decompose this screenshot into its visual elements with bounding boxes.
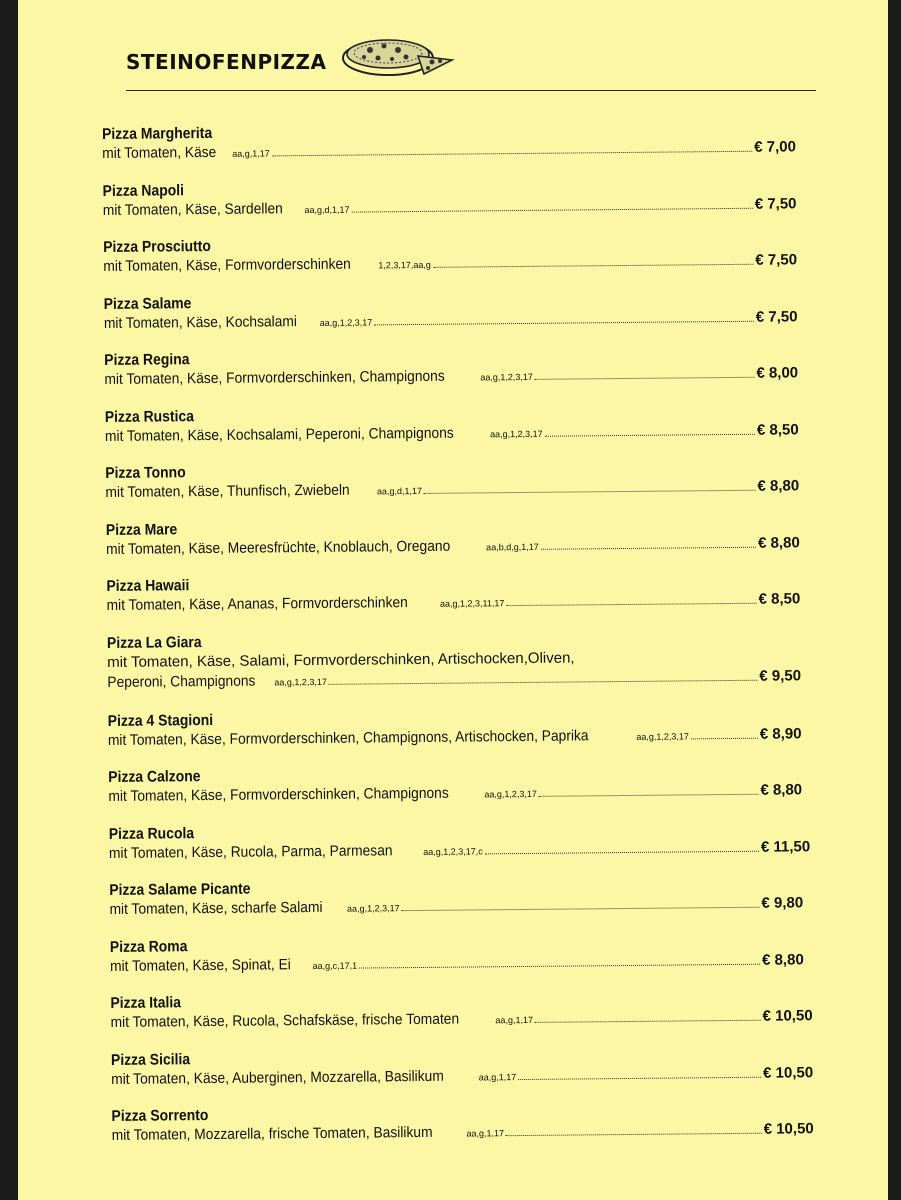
allergen-codes: aa,g,1,2,3,17	[274, 676, 327, 687]
item-price: € 8,80	[761, 950, 804, 969]
menu-item	[111, 1045, 812, 1108]
menu-list	[102, 119, 812, 1164]
item-name: Pizza Italia	[110, 994, 182, 1012]
item-price: € 7,50	[754, 194, 797, 213]
dot-leader	[424, 490, 756, 494]
dot-leader	[691, 737, 758, 739]
dot-leader	[374, 320, 754, 325]
allergen-codes: aa,g,1,2,3,17,c	[423, 845, 483, 857]
allergen-codes: aa,g,d,1,17	[376, 485, 423, 497]
menu-item	[107, 628, 808, 713]
allergen-codes: aa,g,1,17	[478, 1071, 517, 1082]
item-name: Pizza Salame	[103, 294, 192, 313]
item-name: Pizza Sicilia	[110, 1050, 191, 1069]
item-description: mit Tomaten, Käse, Auberginen, Mozzarella, Basilikum	[111, 1067, 444, 1088]
item-name: Pizza Tonno	[105, 464, 186, 482]
item-name: Pizza Regina	[104, 351, 190, 369]
dot-leader	[359, 963, 760, 968]
dot-leader	[541, 546, 756, 549]
menu-item	[103, 176, 804, 239]
item-description: mit Tomaten, Käse	[102, 143, 217, 162]
item-price: € 7,50	[755, 251, 798, 269]
menu-page	[18, 0, 888, 1200]
item-name: Pizza Napoli	[102, 181, 185, 200]
item-description: mit Tomaten, Käse, Meeresfrüchte, Knoblauch, Oregano	[105, 537, 451, 558]
allergen-codes: 1,2,3,17,aa,g	[378, 259, 431, 271]
item-price: € 11,50	[760, 837, 811, 856]
allergen-codes: aa,g,d,1,17	[304, 204, 350, 215]
dot-leader	[539, 794, 759, 797]
item-description: mit Tomaten, Käse, Rucola, Parma, Parmesan	[108, 841, 393, 862]
menu-item	[108, 762, 809, 825]
dot-leader	[485, 850, 759, 854]
dot-leader	[402, 907, 760, 911]
dot-leader	[535, 377, 755, 380]
item-price: € 7,50	[755, 307, 798, 326]
item-price: € 8,00	[756, 364, 799, 382]
menu-item	[109, 819, 810, 882]
allergen-codes: aa,g,1,2,3,17	[636, 730, 689, 742]
item-description: mit Tomaten, Mozzarella, frische Tomaten, Basilikum	[111, 1123, 433, 1144]
dot-leader	[329, 679, 758, 684]
item-description: mit Tomaten, Käse, Formvorderschinken, Champignons	[104, 367, 445, 388]
menu-item	[104, 345, 805, 408]
allergen-codes: aa,g,1,2,3,17	[490, 428, 543, 439]
item-name: Pizza Salame Picante	[109, 880, 251, 899]
allergen-codes: aa,g,1,17	[232, 148, 270, 159]
menu-item	[109, 875, 810, 938]
header-rule	[126, 90, 816, 91]
item-price: € 8,80	[760, 781, 803, 799]
menu-item	[110, 988, 811, 1051]
item-description: mit Tomaten, Käse, Formvorderschinken, Champignons	[108, 784, 449, 805]
item-name: Pizza Hawaii	[106, 577, 190, 595]
dot-leader	[433, 264, 753, 268]
menu-item	[103, 232, 804, 295]
menu-item	[106, 515, 807, 578]
item-description: mit Tomaten, Käse, scharfe Salami	[109, 898, 323, 918]
item-name: Pizza Prosciutto	[103, 237, 211, 256]
item-description: mit Tomaten, Käse, Rucola, Schafskäse, frische Tomaten	[110, 1010, 460, 1031]
allergen-codes: aa,g,c,17,1	[312, 960, 358, 971]
allergen-codes: aa,b,d,g,1,17	[486, 541, 539, 552]
item-description: mit Tomaten, Käse, Ananas, Formvorderschinken	[106, 594, 408, 614]
dot-leader	[545, 433, 755, 436]
item-description: mit Tomaten, Käse, Formvorderschinken, Champignons, Artischocken, Paprika	[107, 726, 589, 749]
item-name: Pizza Rucola	[108, 824, 195, 843]
item-description: mit Tomaten, Käse, Formvorderschinken	[103, 255, 351, 275]
item-name: Pizza Rustica	[104, 407, 195, 426]
dot-leader	[518, 1076, 761, 1079]
item-description: Peperoni, Champignons	[107, 672, 256, 691]
item-price: € 8,80	[757, 477, 800, 495]
allergen-codes: aa,g,1,2,3,17	[319, 316, 373, 328]
menu-item	[110, 932, 811, 995]
item-price: € 8,50	[756, 420, 799, 439]
item-description: mit Tomaten, Käse, Kochsalami, Peperoni, Champignons	[104, 424, 454, 445]
dot-leader	[506, 1133, 762, 1136]
item-description: mit Tomaten, Käse, Thunfisch, Zwiebeln	[105, 481, 350, 501]
allergen-codes: aa,g,1,2,3,17	[484, 788, 537, 800]
item-price: € 10,50	[762, 1007, 813, 1025]
menu-item	[108, 706, 809, 769]
menu-item	[105, 458, 806, 521]
item-name: Pizza 4 Stagioni	[107, 711, 214, 730]
item-price: € 10,50	[763, 1063, 814, 1082]
item-price: € 8,90	[759, 724, 802, 743]
item-price: € 7,00	[754, 138, 797, 156]
allergen-codes: aa,g,1,17	[466, 1128, 505, 1139]
dot-leader	[535, 1020, 761, 1023]
item-name: Pizza Calzone	[108, 768, 201, 786]
item-description-line1: mit Tomaten, Käse, Salami, Formvorderschinken, Artischocken,Oliven,	[107, 648, 575, 671]
menu-item	[102, 119, 803, 182]
section-title: STEINOFENPIZZA	[126, 50, 327, 74]
item-price: € 10,50	[763, 1120, 814, 1138]
dot-leader	[272, 151, 752, 157]
dot-leader	[352, 207, 753, 212]
item-name: Pizza Sorrento	[111, 1107, 209, 1125]
item-name: Pizza La Giara	[106, 633, 202, 652]
menu-item	[106, 571, 807, 634]
dot-leader	[506, 603, 756, 606]
item-price: € 8,80	[757, 533, 800, 552]
allergen-codes: aa,g,1,2,3,17	[346, 903, 400, 914]
item-name: Pizza Roma	[109, 937, 188, 956]
menu-item	[105, 402, 806, 465]
item-price: € 9,50	[759, 666, 802, 685]
item-description: mit Tomaten, Käse, Kochsalami	[103, 312, 298, 332]
menu-header	[126, 30, 816, 100]
pizza-icon	[340, 30, 456, 82]
item-price: € 9,80	[761, 894, 804, 912]
allergen-codes: aa,g,1,2,3,11,17	[439, 598, 505, 609]
item-name: Pizza Mare	[105, 520, 178, 539]
item-description: mit Tomaten, Käse, Spinat, Ei	[109, 955, 291, 975]
menu-item	[104, 289, 805, 352]
item-name: Pizza Margherita	[102, 124, 213, 143]
allergen-codes: aa,g,1,17	[495, 1014, 533, 1026]
allergen-codes: aa,g,1,2,3,17	[480, 371, 533, 383]
item-description: mit Tomaten, Käse, Sardellen	[102, 199, 283, 219]
item-price: € 8,50	[758, 590, 801, 608]
menu-item	[111, 1101, 812, 1164]
